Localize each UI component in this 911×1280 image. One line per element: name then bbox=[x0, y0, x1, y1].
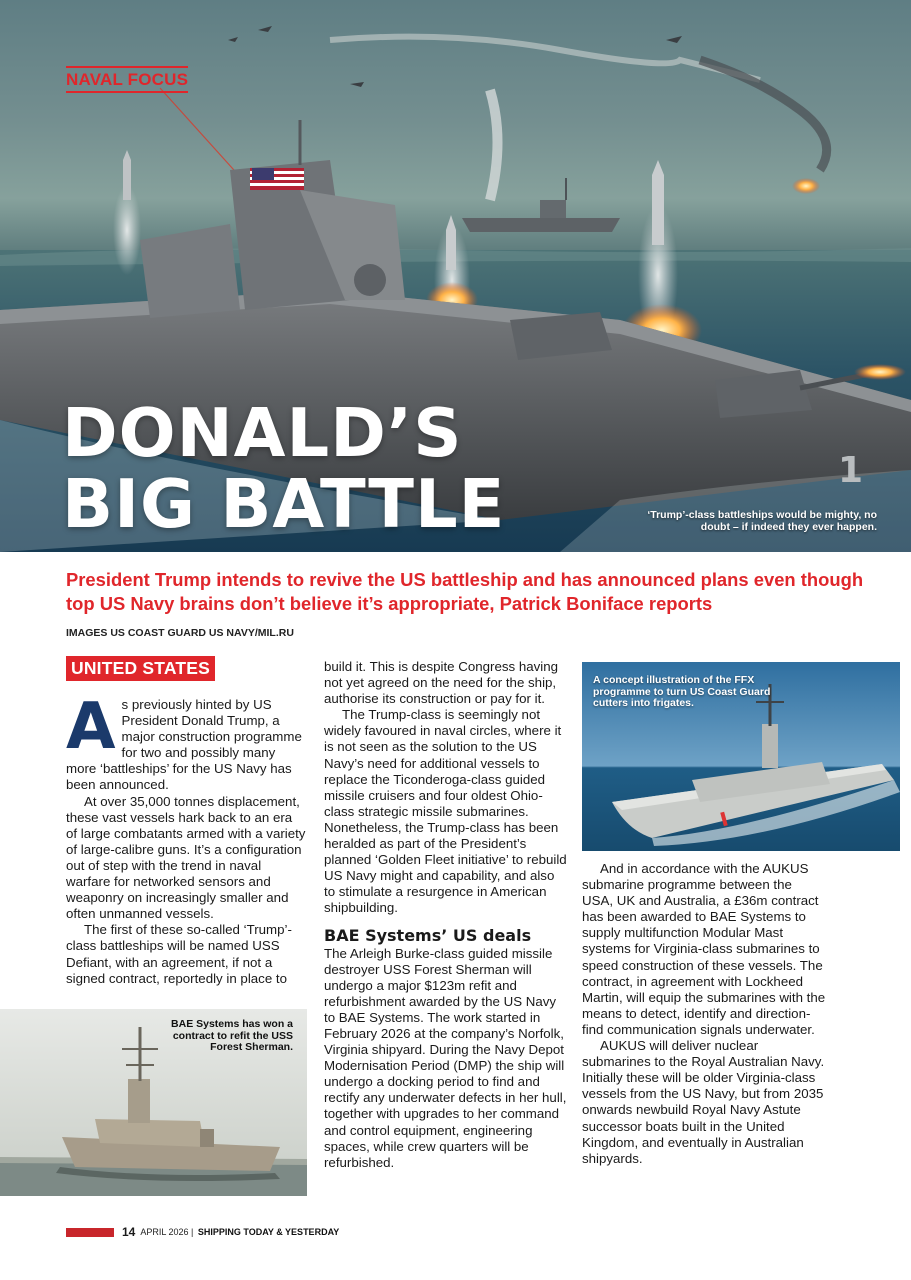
hull-number: 1 bbox=[838, 450, 864, 491]
article-paragraph: At over 35,000 tonnes displacement, these vast vessels hark back to an era of large combatants armed with a variety of large-calibre guns. It’s a configuration out of step with the trend in naval warfare for networked sensors and weaponry on increasingly smaller and often unmanned vessels. bbox=[66, 793, 306, 922]
image-credits: IMAGES US COAST GUARD US NAVY/MIL.RU bbox=[66, 627, 294, 639]
article-paragraph: The Trump-class is seemingly not widely favoured in naval circles, where it is not seen as the solution to the US Navy’s need for additional vessels to replace the Ticonderoga-class guided missile cruisers and four oldest Ohio-class strategic missile submarines. Nonetheless, the Trump-class has been heralded as part of the President’s planned ‘Golden Fleet initiative’ to rebuild US Navy might and capability, and also to stimulate a resurgence in American shipbuilding. bbox=[324, 707, 567, 916]
page-title bbox=[62, 394, 622, 543]
intro-text: s previously hinted by US President Donald Trump, a major construction programme for two and possibly many more ‘battleships’ for the US Navy has been announced. bbox=[66, 697, 302, 793]
article-column-1 bbox=[66, 690, 306, 987]
subheading: BAE Systems’ US deals bbox=[324, 925, 532, 945]
headline-line-1: DONALD’S bbox=[62, 394, 463, 472]
standfirst-text: President Trump intends to revive the US battleship and has announced plans even though top US Navy brains don’t believe it’s appropriate, bbox=[66, 569, 864, 614]
issue-date: APRIL 2026 | bbox=[140, 1227, 194, 1237]
standfirst bbox=[66, 568, 866, 616]
article-paragraph: The first of these so-called ‘Trump’-class battleships will be named USS Defiant, with an agreement, if not a signed contract, reportedly in place to bbox=[66, 922, 292, 986]
hero-image bbox=[0, 0, 911, 552]
photo-caption: A concept illustration of the FFX programme to turn US Coast Guard cutters into frigates. bbox=[593, 674, 771, 709]
article-column-3 bbox=[582, 861, 826, 1167]
page-number: 14 bbox=[122, 1225, 136, 1239]
drop-cap: A bbox=[66, 690, 116, 764]
uss-forest-sherman-photo bbox=[0, 1009, 307, 1196]
section-tag: UNITED STATES bbox=[66, 656, 215, 681]
headline-line-2: BIG BATTLE bbox=[62, 465, 506, 543]
article-paragraph: AUKUS will deliver nuclear submarines to the Royal Australian Navy. Initially these will be older Virginia-class vessels from the US Navy, but from 2035 onwards newbuild Royal Navy Astute successor boats built in the United Kingdom, and eventually in Australian shipyards. bbox=[582, 1038, 825, 1166]
article-paragraph bbox=[66, 690, 306, 794]
author-name: Patrick Boniface bbox=[499, 593, 644, 614]
article-paragraph: The Arleigh Burke-class guided missile destroyer USS Forest Sherman will undergo a major $123m refit and refurbishment awarded by the US Navy to BAE Systems. The work started in February 2026 at the company’s Norfolk, Virginia shipyard. During the Navy Depot Modernisation Period (DMP) the ship will undergo a docking period to find and rectify any underwater defects in her hull, together with upgrades to her command and control equipment, engineering spaces, while crew quarters will be refurbished. bbox=[324, 945, 567, 1170]
publication-name: SHIPPING TODAY & YESTERDAY bbox=[197, 1227, 340, 1237]
page-footer bbox=[66, 1223, 339, 1241]
article-column-2 bbox=[324, 659, 568, 1171]
article-paragraph: build it. This is despite Congress having not yet agreed on the need for the ship, authorise its construction or pay for it. bbox=[324, 659, 559, 707]
footer-bar bbox=[66, 1228, 114, 1237]
photo-caption: BAE Systems has won a contract to refit the USS Forest Sherman. bbox=[171, 1018, 293, 1053]
section-kicker: NAVAL FOCUS bbox=[66, 66, 188, 93]
hero-caption: ‘Trump’-class battleships would be mighty, no doubt – if indeed they ever happen. bbox=[647, 509, 877, 533]
standfirst-suffix: reports bbox=[648, 593, 713, 614]
article-paragraph: And in accordance with the AUKUS submarine programme between the USA, UK and Australia, a £36m contract has been awarded to BAE Systems to supply multifunction Modular Mast systems for Virginia-class submarines to speed construction of these vessels. The contract, in agreement with Lockheed Martin, will equip the submarines with the means to detect, identify and direction-find communication signals underwater. bbox=[582, 861, 826, 1037]
ffx-concept-photo bbox=[582, 662, 900, 851]
